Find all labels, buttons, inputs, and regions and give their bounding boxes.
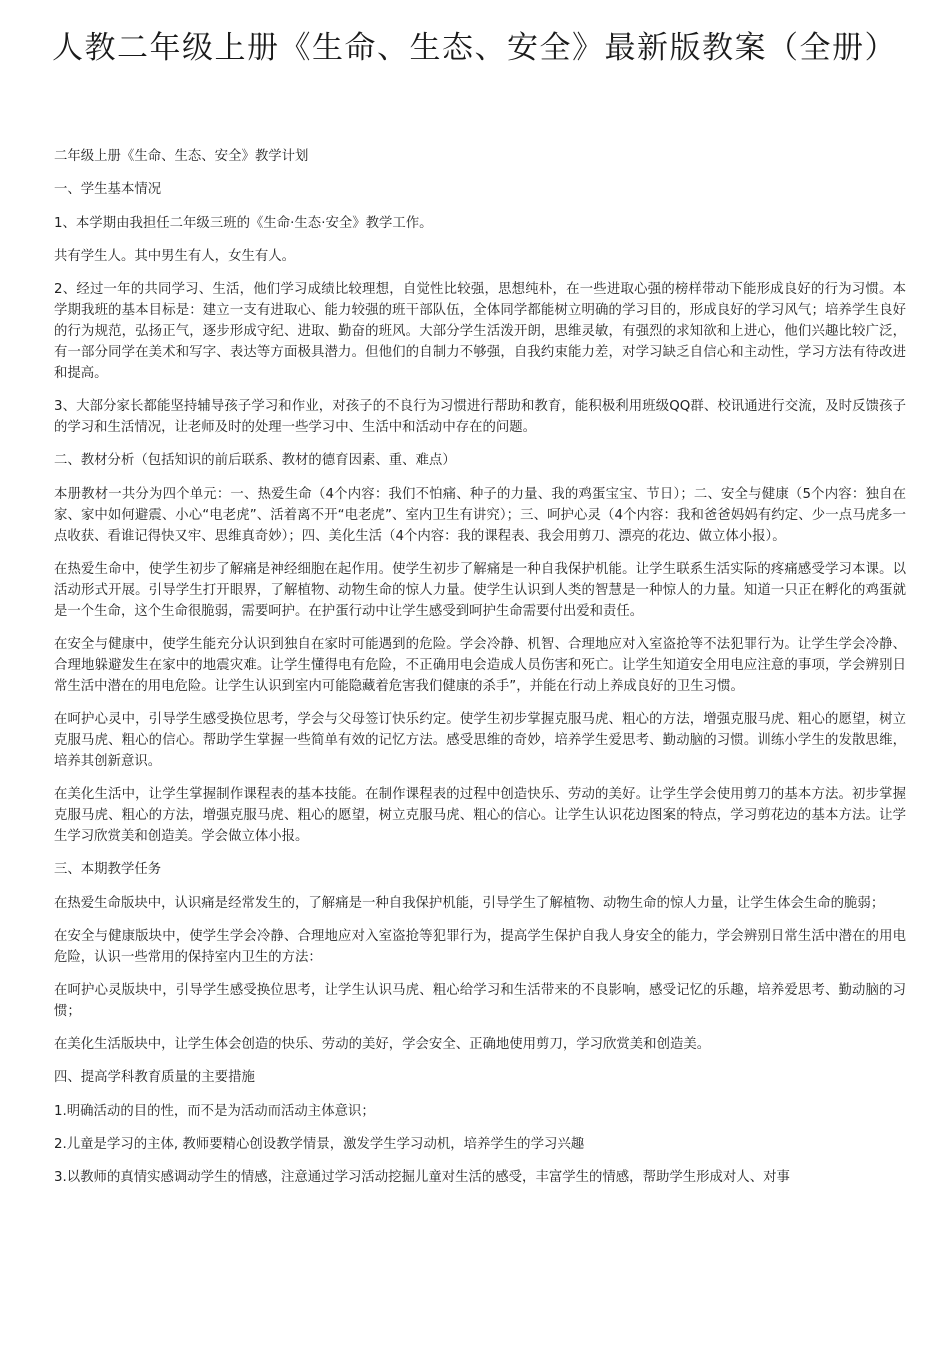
paragraph: 在热爱生命版块中，认识痛是经常发生的，了解痛是一种自我保护机能，引导学生了解植物、动物生命的惊人力量，让学生体会生命的脆弱；	[54, 896, 885, 911]
paragraph: 在美化生活版块中，让学生体会创造的快乐、劳动的美好，学会安全、正确地使用剪刀，学习欣赏美和创造美。	[54, 1037, 711, 1052]
paragraph: 1、本学期由我担任二年级三班的《生命·生态·安全》教学工作。	[54, 216, 433, 231]
section-heading-2: 二、教材分析（包括知识的前后联系、教材的德育因素、重、难点）	[54, 453, 456, 468]
paragraph: 在呵护心灵中，引导学生感受换位思考，学会与父母签订快乐约定。使学生初步掌握克服马虎、粗心的方法，增强克服马虎、粗心的愿望，树立克服马虎、粗心的信心。帮助学生掌握一些简单有效的记忆方法。感受思维的奇妙，培养学生爱思考、勤动脑的习惯。训练小学生的发散思维，培养其创新意识。	[54, 712, 906, 769]
list-item: 2.儿童是学习的主体, 教师要精心创设教学情景，激发学生学习动机，培养学生的学习兴趣	[54, 1137, 585, 1152]
paragraph: 在美化生活中，让学生掌握制作课程表的基本技能。在制作课程表的过程中创造快乐、劳动的美好。让学生学会使用剪刀的基本方法。初步掌握克服马虎、粗心的方法，增强克服马虎、粗心的愿望，树立克服马虎、粗心的信心。让学生认识花边图案的特点，学习剪花边的基本方法。让学生学习欣赏美和创造美。学会做立体小报。	[54, 787, 906, 844]
plan-title: 二年级上册《生命、生态、安全》教学计划	[54, 149, 309, 164]
paragraph: 本册教材一共分为四个单元：一、热爱生命（4个内容：我们不怕痛、种子的力量、我的鸡蛋宝宝、节日）；二、安全与健康（5个内容：独自在家、家中如何避震、小心“电老虎”、活着离不开“电老虎”、室内卫生有讲究）；三、呵护心灵（4个内容：我和爸爸妈妈有约定、少一点马虎多一点收获、看谁记得快又牢、思维真奇妙）；四、美化生活（4个内容：我的课程表、我会用剪刀、漂亮的花边、做立体小报）。	[54, 487, 906, 544]
section-heading-1: 一、学生基本情况	[54, 182, 162, 197]
section-heading-3: 三、本期教学任务	[54, 862, 162, 877]
list-item: 1.明确活动的目的性，而不是为活动而活动主体意识；	[54, 1104, 375, 1119]
paragraph: 在呵护心灵版块中，引导学生感受换位思考，让学生认识马虎、粗心给学习和生活带来的不良影响，感受记忆的乐趣，培养爱思考、勤动脑的习惯；	[54, 983, 906, 1019]
paragraph: 2、经过一年的共同学习、生活，他们学习成绩比较理想，自觉性比较强，思想纯朴，在一些进取心强的榜样带动下能形成良好的行为习惯。本学期我班的基本目标是：建立一支有进取心、能力较强的班干部队伍，全体同学都能树立明确的学习目的，形成良好的学习风气；培养学生良好的行为规范，弘扬正气，逐步形成守纪、进取、勤奋的班风。大部分学生活泼开朗，思维灵敏，有强烈的求知欲和上进心，他们兴趣比较广泛，有一部分同学在美术和写字、表达等方面极具潜力。但他们的自制力不够强，自我约束能力差，对学习缺乏自信心和主动性，学习方法有待改进和提高。	[54, 282, 906, 381]
paragraph: 3、大部分家长都能坚持辅导孩子学习和作业，对孩子的不良行为习惯进行帮助和教育，能积极利用班级QQ群、校讯通进行交流，及时反馈孩子的学习和生活情况，让老师及时的处理一些学习中、生活中和活动中存在的问题。	[54, 399, 906, 435]
document-title: 人教二年级上册《生命、生态、安全》最新版教案（全册）	[52, 30, 897, 66]
section-heading-4: 四、提高学科教育质量的主要措施	[54, 1070, 255, 1085]
list-item: 3.以教师的真情实感调动学生的情感，注意通过学习活动挖掘儿童对生活的感受，丰富学生的情感，帮助学生形成对人、对事	[54, 1170, 790, 1185]
paragraph: 在安全与健康版块中，使学生学会冷静、合理地应对入室盗抢等犯罪行为，提高学生保护自我人身安全的能力，学会辨别日常生活中潜在的用电危险，认识一些常用的保持室内卫生的方法：	[54, 929, 906, 965]
paragraph: 在热爱生命中，使学生初步了解痛是神经细胞在起作用。使学生初步了解痛是一种自我保护机能。让学生联系生活实际的疼痛感受学习本课。以活动形式开展。引导学生打开眼界，了解植物、动物生命的惊人力量。使学生认识到人类的智慧是一种惊人的力量。知道一只正在孵化的鸡蛋就是一个生命，这个生命很脆弱，需要呵护。在护蛋行动中让学生感受到呵护生命需要付出爱和责任。	[54, 562, 906, 619]
paragraph: 在安全与健康中，使学生能充分认识到独自在家时可能遇到的危险。学会冷静、机智、合理地应对入室盗抢等不法犯罪行为。让学生学会冷静、合理地躲避发生在家中的地震灾难。让学生懂得电有危险，不正确用电会造成人员伤害和死亡。让学生知道安全用电应注意的事项，学会辨别日常生活中潜在的用电危险。让学生认识到室内可能隐藏着危害我们健康的杀手”，并能在行动上养成良好的卫生习惯。	[54, 637, 906, 694]
paragraph: 共有学生人。其中男生有人，女生有人。	[54, 249, 296, 264]
document-body	[54, 146, 906, 1200]
